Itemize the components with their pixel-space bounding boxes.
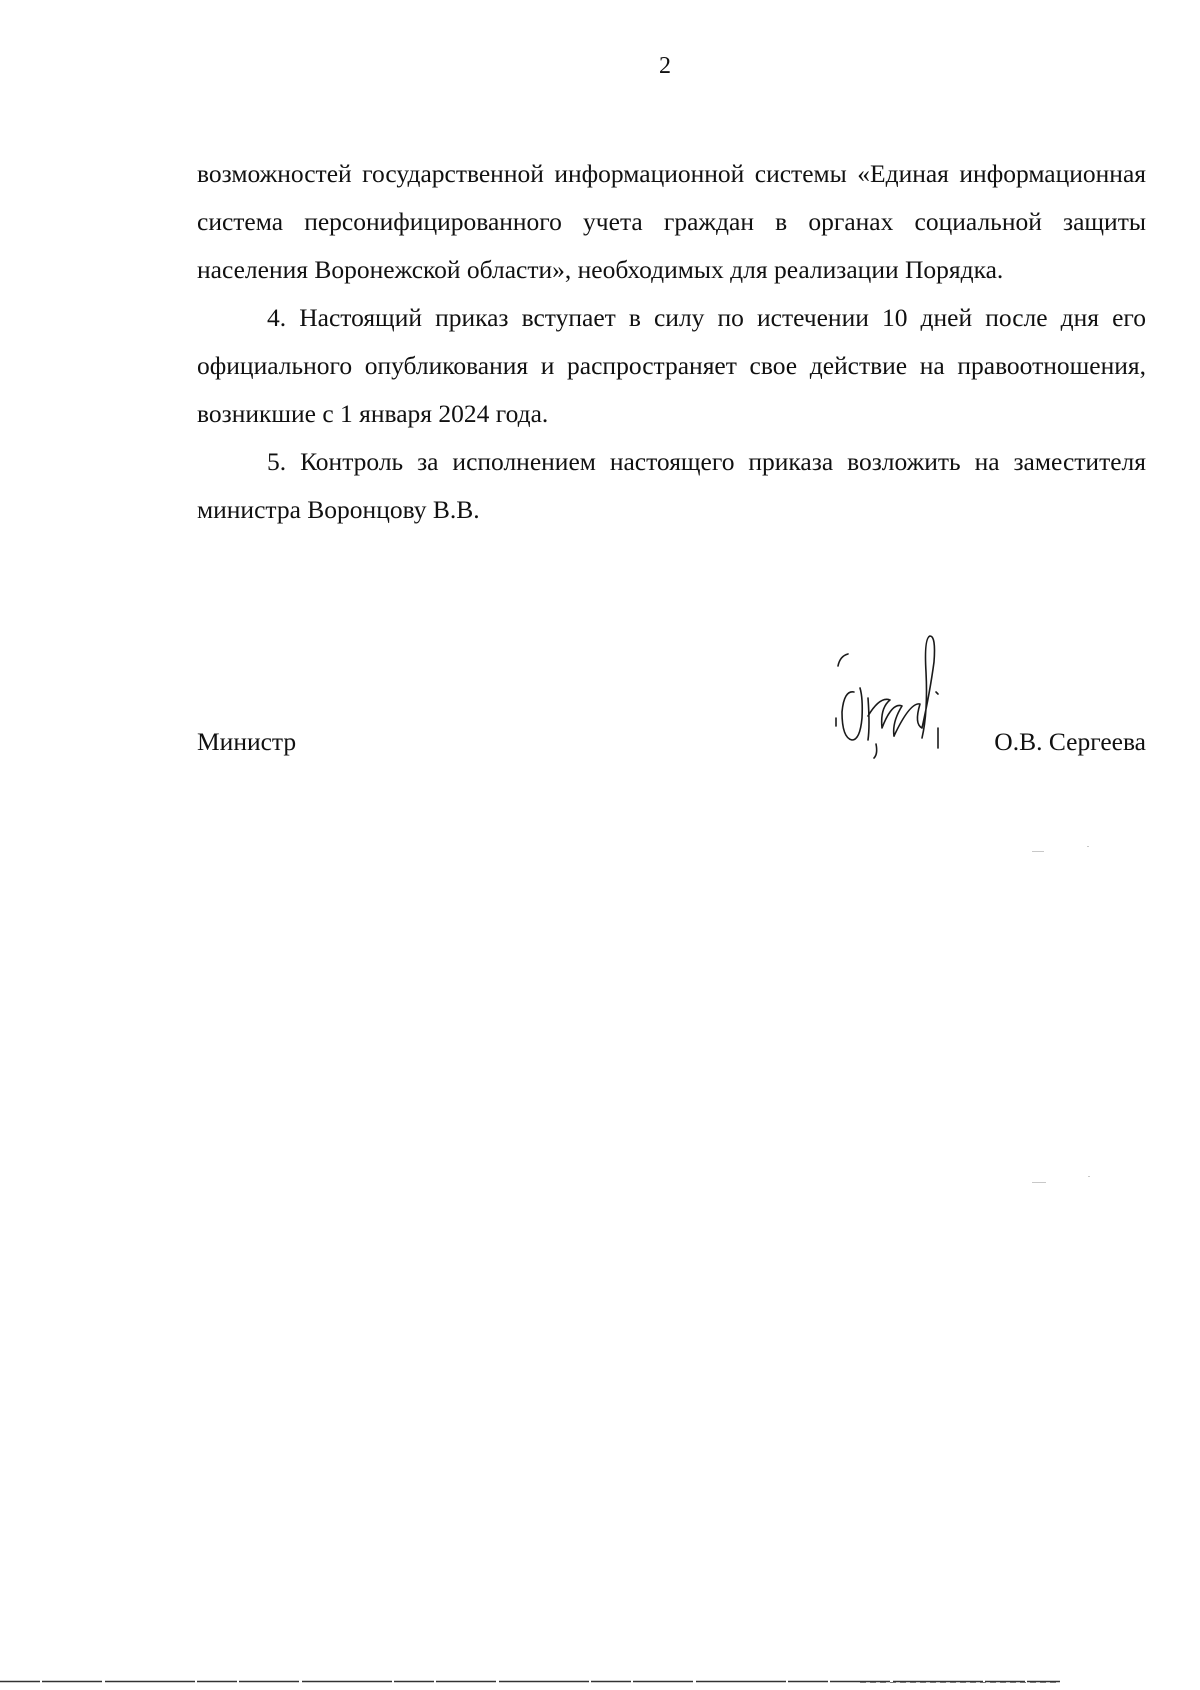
paragraph-continuation: возможностей государственной информационной системы «Единая информационная система персонифицированного учета граждан в органах социальной защиты населения Воронежской области», необходимых для реализации Порядка. [197, 159, 1146, 284]
handwritten-signature [830, 632, 970, 782]
scan-edge-line [0, 1680, 1200, 1684]
page-number: 2 [659, 53, 671, 79]
document-body [197, 150, 1146, 534]
signatory-title: Министр [197, 727, 297, 756]
paragraph-item-4: 4. Настоящий приказ вступает в силу по истечении 10 дней после дня его официального опубликования и распространяет свое действие на правоотношения, возникшие с 1 января 2024 года. [197, 303, 1146, 428]
signatory-name: О.В. Сергеева [994, 727, 1146, 756]
paragraph-item-5: 5. Контроль за исполнением настоящего приказа возложить на заместителя министра Воронцову В.В. [197, 447, 1146, 524]
